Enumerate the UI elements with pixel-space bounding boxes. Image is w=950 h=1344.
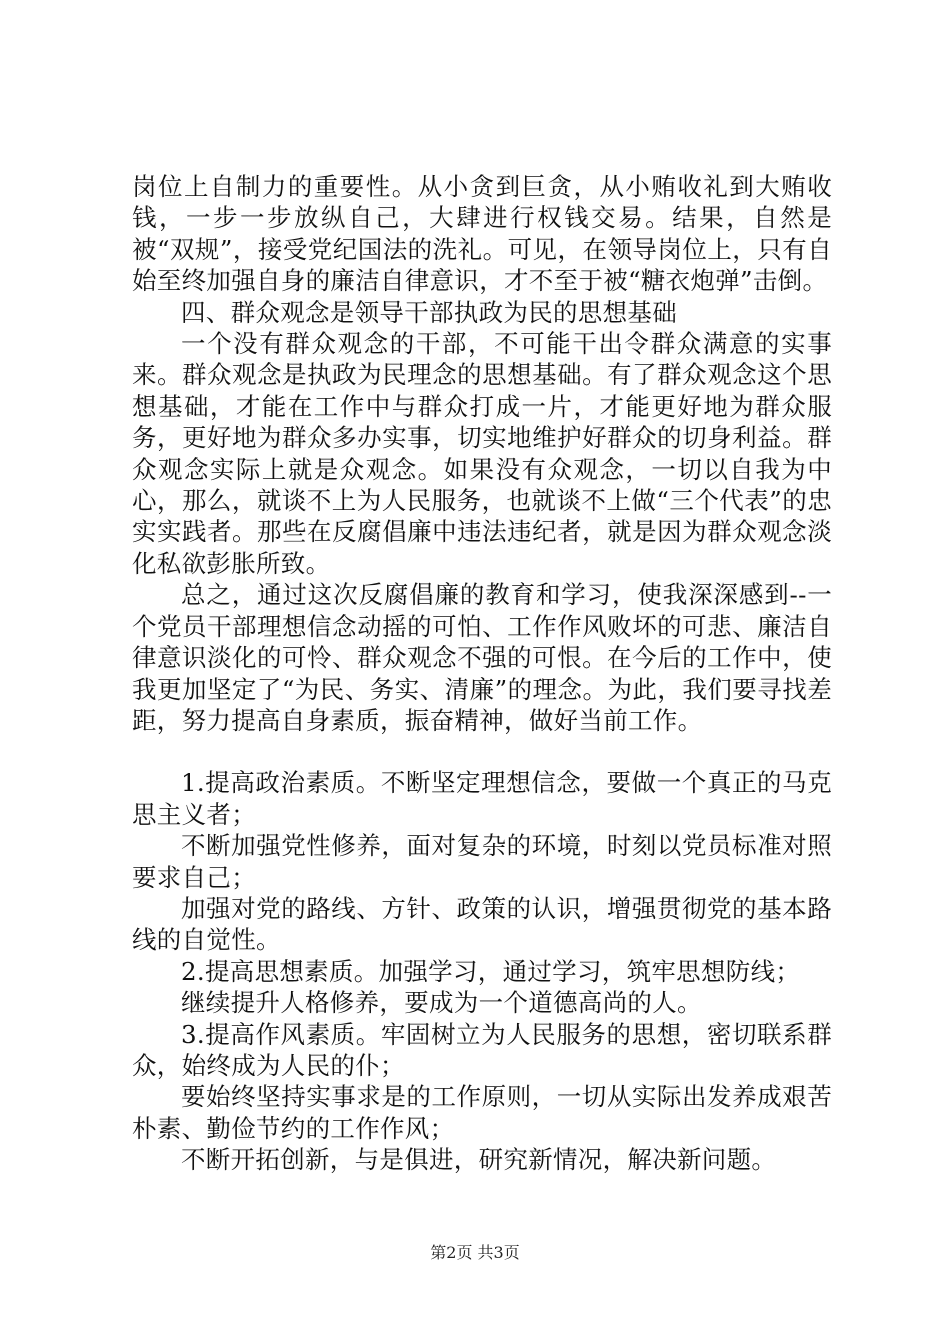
document-body [132, 171, 832, 1176]
list-item: 不断开拓创新，与是俱进，研究新情况，解决新问题。 [181, 1145, 777, 1175]
list-item: 要始终坚持实事求是的工作原则，一切从实际出发养成艰苦朴素、勤俭节约的工作作风； [132, 1082, 832, 1143]
list-item: 3.提高作风素质。牢固树立为人民服务的思想，密切联系群众，始终成为人民的仆； [132, 1019, 832, 1080]
paragraph: 一个没有群众观念的干部，不可能干出令群众满意的实事来。群众观念是执政为民理念的思想基础。有了群众观念这个思想基础，才能在工作中与群众打成一片，才能更好地为群众服务，更好地为群众多办实事，切实地维护好群众的切身利益。群众观念实际上就是众观念。如果没有众观念，一切以自我为中心，那么，就谈不上为人民服务，也就谈不上做“三个代表”的忠实实践者。那些在反腐倡廉中违法违纪者，就是因为群众观念淡化私欲彭胀所致。 [132, 329, 832, 578]
list-item: 加强对党的路线、方针、政策的认识，增强贯彻党的基本路线的自觉性。 [132, 893, 832, 955]
list-item: 2.提高思想素质。加强学习，通过学习，筑牢思想防线； [181, 956, 801, 986]
list-item: 继续提升人格修养，要成为一个道德高尚的人。 [181, 988, 702, 1018]
list-item: 1.提高政治素质。不断坚定理想信念，要做一个真正的马克思主义者； [132, 768, 832, 829]
section-heading: 四、群众观念是领导干部执政为民的思想基础 [181, 297, 677, 327]
page-footer: 第2页 共3页 [430, 1243, 520, 1262]
paragraph: 总之，通过这次反腐倡廉的教育和学习，使我深深感到--一个党员干部理想信念动摇的可怕、工作作风败坏的可悲、廉洁自律意识淡化的可怜、群众观念不强的可恨。在今后的工作中，使我更加坚定了“为民、务实、清廉”的理念。为此，我们要寻找差距，努力提高自身素质，振奋精神，做好当前工作。 [132, 580, 832, 735]
paragraph-continuation: 岗位上自制力的重要性。从小贪到巨贪，从小贿收礼到大贿收钱，一步一步放纵自己，大肆进行权钱交易。结果，自然是被“双规”，接受党纪国法的洗礼。可见，在领导岗位上，只有自始至终加强自身的廉洁自律意识，才不至于被“糖衣炮弹”击倒。 [132, 172, 832, 296]
list-item: 不断加强党性修养，面对复杂的环境，时刻以党员标准对照要求自己； [132, 831, 832, 892]
